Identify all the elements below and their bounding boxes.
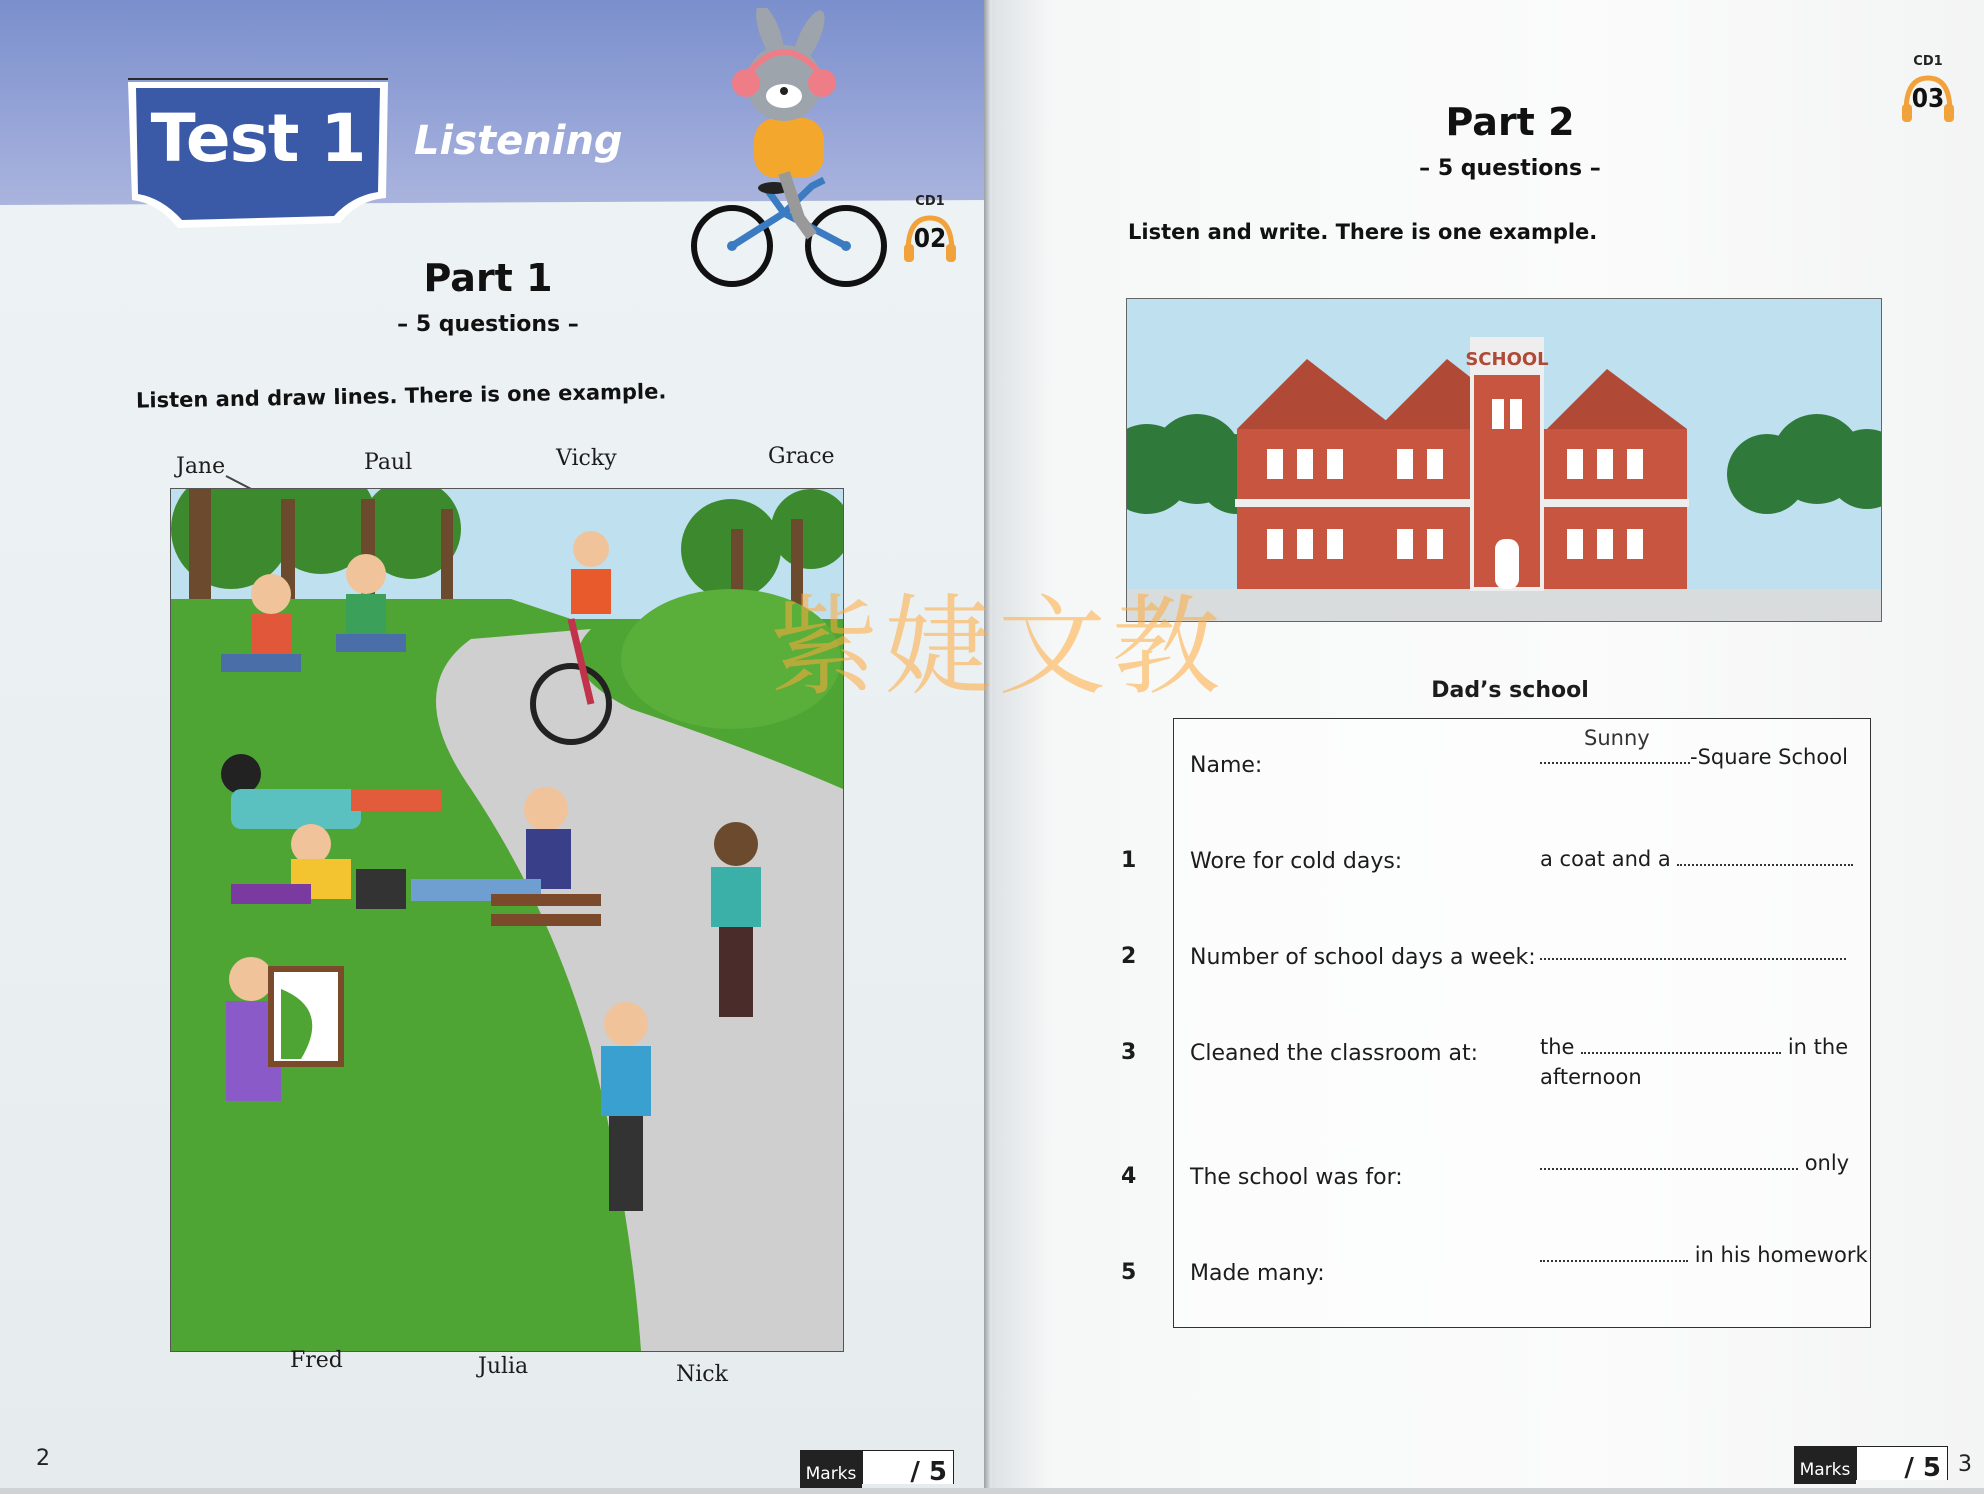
question-label: Number of school days a week:: [1190, 945, 1536, 970]
answer-blank[interactable]: [1540, 1154, 1798, 1170]
section-label: Listening: [414, 118, 623, 164]
watermark: 紫婕文教: [770, 585, 1227, 710]
cd-disc-label: CD1: [915, 194, 945, 209]
instruction-text: Listen and write. There is one example.: [1128, 220, 1598, 244]
name-label-top: Paul: [364, 450, 413, 475]
question-number: 3: [1121, 1040, 1137, 1065]
name-label-top: Grace: [768, 444, 835, 469]
question-label: Made many:: [1190, 1261, 1325, 1286]
cd-track-number: 03: [1911, 84, 1945, 114]
name-label-bottom: Julia: [478, 1354, 529, 1379]
name-label-top: Vicky: [556, 446, 617, 471]
marks-box: [1794, 1446, 1950, 1484]
part-title: Part 1: [423, 256, 553, 300]
question-answer: [1540, 941, 1846, 965]
marks-score: / 5: [862, 1450, 954, 1484]
question-answer: [1540, 1151, 1849, 1175]
example-label: Name:: [1190, 753, 1263, 778]
test-title: Test 1: [150, 100, 366, 177]
answer-suffix: in his homework: [1694, 1243, 1868, 1267]
left-page: [0, 0, 990, 1488]
name-label-bottom: Fred: [290, 1348, 343, 1373]
name-label-top: Jane: [176, 454, 226, 479]
part-subtitle: – 5 questions –: [1419, 156, 1601, 181]
answer-suffix: only: [1804, 1151, 1850, 1175]
answer-prefix: a coat and a: [1540, 847, 1671, 871]
marks-box: [800, 1450, 956, 1488]
table-title: Dad’s school: [1431, 678, 1589, 703]
answer-suffix-line2: afternoon: [1540, 1065, 1642, 1089]
answer-suffix: in the: [1787, 1035, 1849, 1059]
question-answer: [1540, 847, 1853, 871]
marks-score: / 5: [1856, 1446, 1948, 1480]
answer-prefix: the: [1540, 1035, 1575, 1059]
question-answer: [1540, 1035, 1848, 1059]
question-answer: [1540, 1243, 1868, 1267]
answer-suffix: -Square School: [1690, 745, 1848, 769]
school-illustration: [1126, 298, 1882, 622]
school-sign: SCHOOL: [1465, 349, 1549, 370]
answer-blank: [1540, 726, 1690, 764]
question-label: Wore for cold days:: [1190, 849, 1403, 874]
answer-table: [1173, 718, 1871, 1328]
example-answer: [1540, 726, 1848, 769]
answer-blank[interactable]: [1677, 850, 1853, 866]
park-illustration: [170, 488, 844, 1352]
handwritten-answer: Sunny: [1584, 726, 1650, 750]
instruction-text: Listen and draw lines. There is one example.: [135, 379, 667, 413]
question-number: 1: [1121, 848, 1137, 873]
name-label-bottom: Nick: [676, 1362, 728, 1387]
page-number: 2: [36, 1446, 50, 1471]
page-number: 3: [1958, 1452, 1972, 1477]
question-label: Cleaned the classroom at:: [1190, 1041, 1479, 1066]
answer-blank[interactable]: [1540, 944, 1846, 960]
cd-track-number: 02: [913, 224, 947, 254]
marks-label: Marks: [800, 1450, 862, 1488]
question-label: The school was for:: [1190, 1165, 1403, 1190]
question-number: 5: [1121, 1260, 1137, 1285]
part-subtitle: – 5 questions –: [397, 312, 579, 337]
part-title: Part 2: [1445, 100, 1575, 144]
answer-blank[interactable]: [1540, 1246, 1688, 1262]
answer-blank[interactable]: [1581, 1038, 1781, 1054]
marks-label: Marks: [1794, 1446, 1856, 1484]
cd-disc-label: CD1: [1913, 54, 1943, 69]
question-number: 2: [1121, 944, 1137, 969]
question-number: 4: [1121, 1164, 1137, 1189]
cd-track-badge: [1900, 54, 1956, 134]
